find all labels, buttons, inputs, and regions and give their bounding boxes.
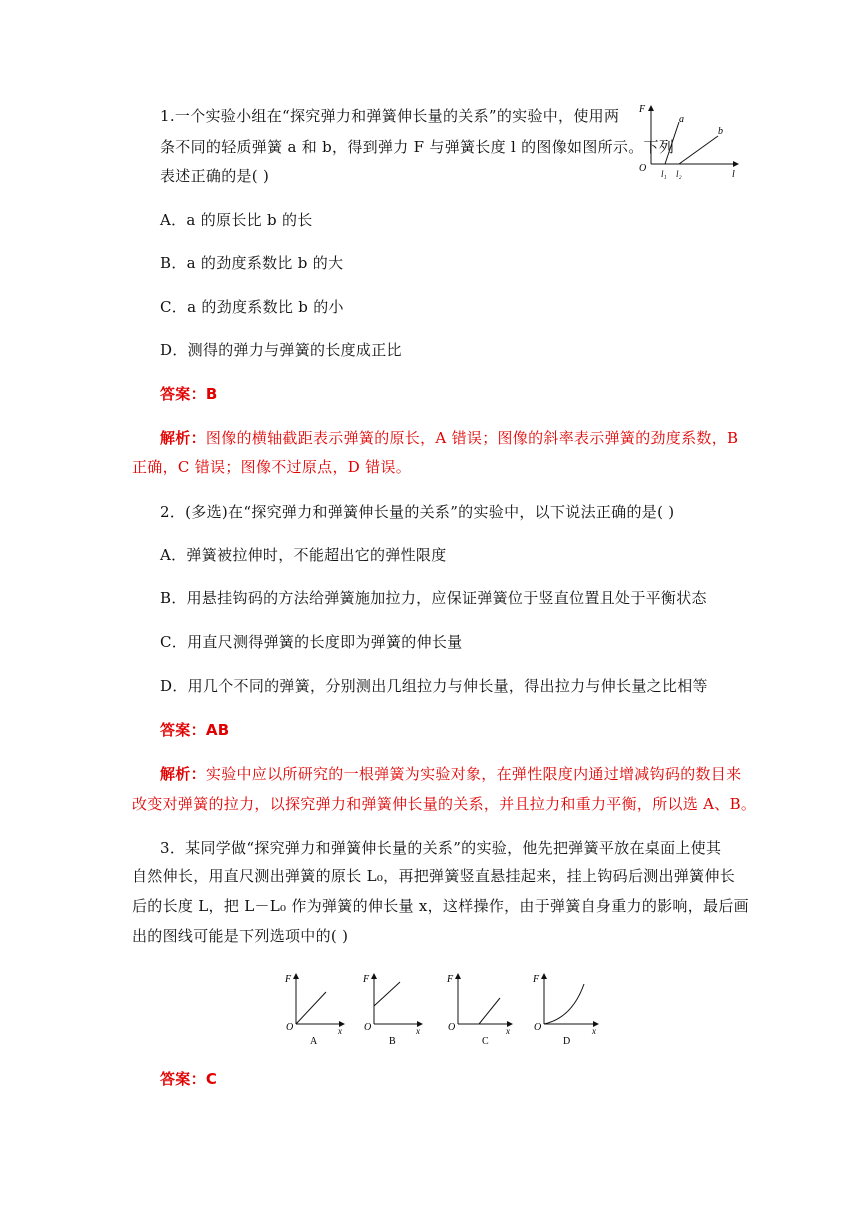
q1-analysis-text-1: 图像的横轴截距表示弹簧的原长，A 错误；图像的斜率表示弹簧的劲度系数，B xyxy=(205,429,739,447)
q3-graph-a-x-label: x xyxy=(338,1026,342,1036)
q3-graph-d xyxy=(530,970,606,1048)
q3-graph-b-label: B xyxy=(389,1036,396,1047)
q3-graph-d-y-label: F xyxy=(533,974,540,985)
q1-x-label: l xyxy=(732,169,735,180)
q1-tick-1-label: l₁ xyxy=(661,169,667,179)
q3-stem-line-4: 出的图线可能是下列选项中的( ) xyxy=(132,927,349,945)
q3-graph-c-label: C xyxy=(482,1036,489,1047)
q2-analysis-text-1: 实验中应以所研究的一根弹簧为实验对象，在弹性限度内通过增减钩码的数目来 xyxy=(205,765,742,783)
q1-figure xyxy=(634,100,746,182)
q3-graph-d-curve xyxy=(544,984,584,1024)
q2-stem: 2．(多选)在“探究弹力和弹簧伸长量的关系”的实验中，以下说法正确的是( ) xyxy=(160,503,675,521)
q1-origin-label: O xyxy=(639,163,647,174)
q1-tick-2-label: l₂ xyxy=(676,169,682,179)
q3-graph-b-origin: O xyxy=(364,1022,372,1033)
q3-graph-a-line xyxy=(296,992,326,1024)
q3-graph-c-y-label: F xyxy=(447,974,454,985)
q2-analysis-line-1 xyxy=(160,764,741,784)
q3-graph-a xyxy=(282,970,352,1048)
q1-a-label: a xyxy=(679,114,684,125)
q3-stem-line-1: 3．某同学做“探究弹力和弹簧伸长量的关系”的实验，他先把弹簧平放在桌面上使其 xyxy=(160,839,722,857)
q3-graph-b-line xyxy=(374,982,400,1006)
q3-graph-b-x-label: x xyxy=(416,1026,420,1036)
q3-graph-c xyxy=(444,970,520,1048)
q2-analysis-line-2: 改变对弹簧的拉力，以探究弹力和弹簧伸长量的关系，并且拉力和重力平衡，所以选 A、B。 xyxy=(132,795,757,813)
q3-graph-b xyxy=(360,970,430,1048)
q3-stem-line-3: 后的长度 L，把 L－L₀ 作为弹簧的伸长量 x，这样操作，由于弹簧自身重力的影响，最后画 xyxy=(132,897,749,915)
q1-analysis-line-2: 正确，C 错误；图像不过原点，D 错误。 xyxy=(132,458,412,476)
q2-option-d: D．用几个不同的弹簧，分别测出几组拉力与伸长量，得出拉力与伸长量之比相等 xyxy=(160,677,708,695)
q3-graph-a-origin: O xyxy=(286,1022,294,1033)
q1-line-b xyxy=(679,136,718,164)
q3-graph-d-x-label: x xyxy=(592,1026,596,1036)
q2-option-c: C．用直尺测得弹簧的长度即为弹簧的伸长量 xyxy=(160,633,463,651)
q3-answer: 答案：C xyxy=(160,1070,218,1088)
q2-option-b: B．用悬挂钩码的方法给弹簧施加拉力，应保证弹簧位于竖直位置且处于平衡状态 xyxy=(160,589,707,607)
q3-graph-c-line xyxy=(479,998,500,1024)
q1-option-a: A．a 的原长比 b 的长 xyxy=(160,211,313,229)
q1-option-d: D．测得的弹力与弹簧的长度成正比 xyxy=(160,341,402,359)
q3-graph-c-x-label: x xyxy=(506,1026,510,1036)
q3-graph-d-origin: O xyxy=(534,1022,542,1033)
q1-option-c: C．a 的劲度系数比 b 的小 xyxy=(160,298,344,316)
q3-graph-a-label: A xyxy=(310,1036,318,1047)
q3-stem-line-2: 自然伸长，用直尺测出弹簧的原长 L₀，再把弹簧竖直悬挂起来，挂上钩码后测出弹簧伸长 xyxy=(132,867,736,885)
q1-stem-line-2: 条不同的轻质弹簧 a 和 b，得到弹力 F 与弹簧长度 l 的图像如图所示。下列 xyxy=(160,138,675,156)
q1-analysis-line-1 xyxy=(160,428,738,448)
q1-stem-line-3: 表述正确的是( ) xyxy=(160,167,270,185)
q2-answer: 答案：AB xyxy=(160,721,230,739)
q2-option-a: A．弹簧被拉伸时，不能超出它的弹性限度 xyxy=(160,546,447,564)
q1-b-label: b xyxy=(718,126,723,137)
q1-analysis-label: 解析： xyxy=(160,429,206,447)
q1-option-b: B．a 的劲度系数比 b 的大 xyxy=(160,254,344,272)
q2-analysis-label: 解析： xyxy=(160,765,206,783)
q3-graph-a-y-label: F xyxy=(285,974,292,985)
q1-line-a xyxy=(665,122,679,164)
q3-graph-c-origin: O xyxy=(448,1022,456,1033)
q1-y-label: F xyxy=(639,104,646,115)
q3-graph-d-label: D xyxy=(563,1036,571,1047)
q3-graph-b-y-label: F xyxy=(363,974,370,985)
q1-answer: 答案：B xyxy=(160,385,218,403)
q1-stem-line-1: 1.一个实验小组在“探究弹力和弹簧伸长量的关系”的实验中，使用两 xyxy=(160,107,620,125)
